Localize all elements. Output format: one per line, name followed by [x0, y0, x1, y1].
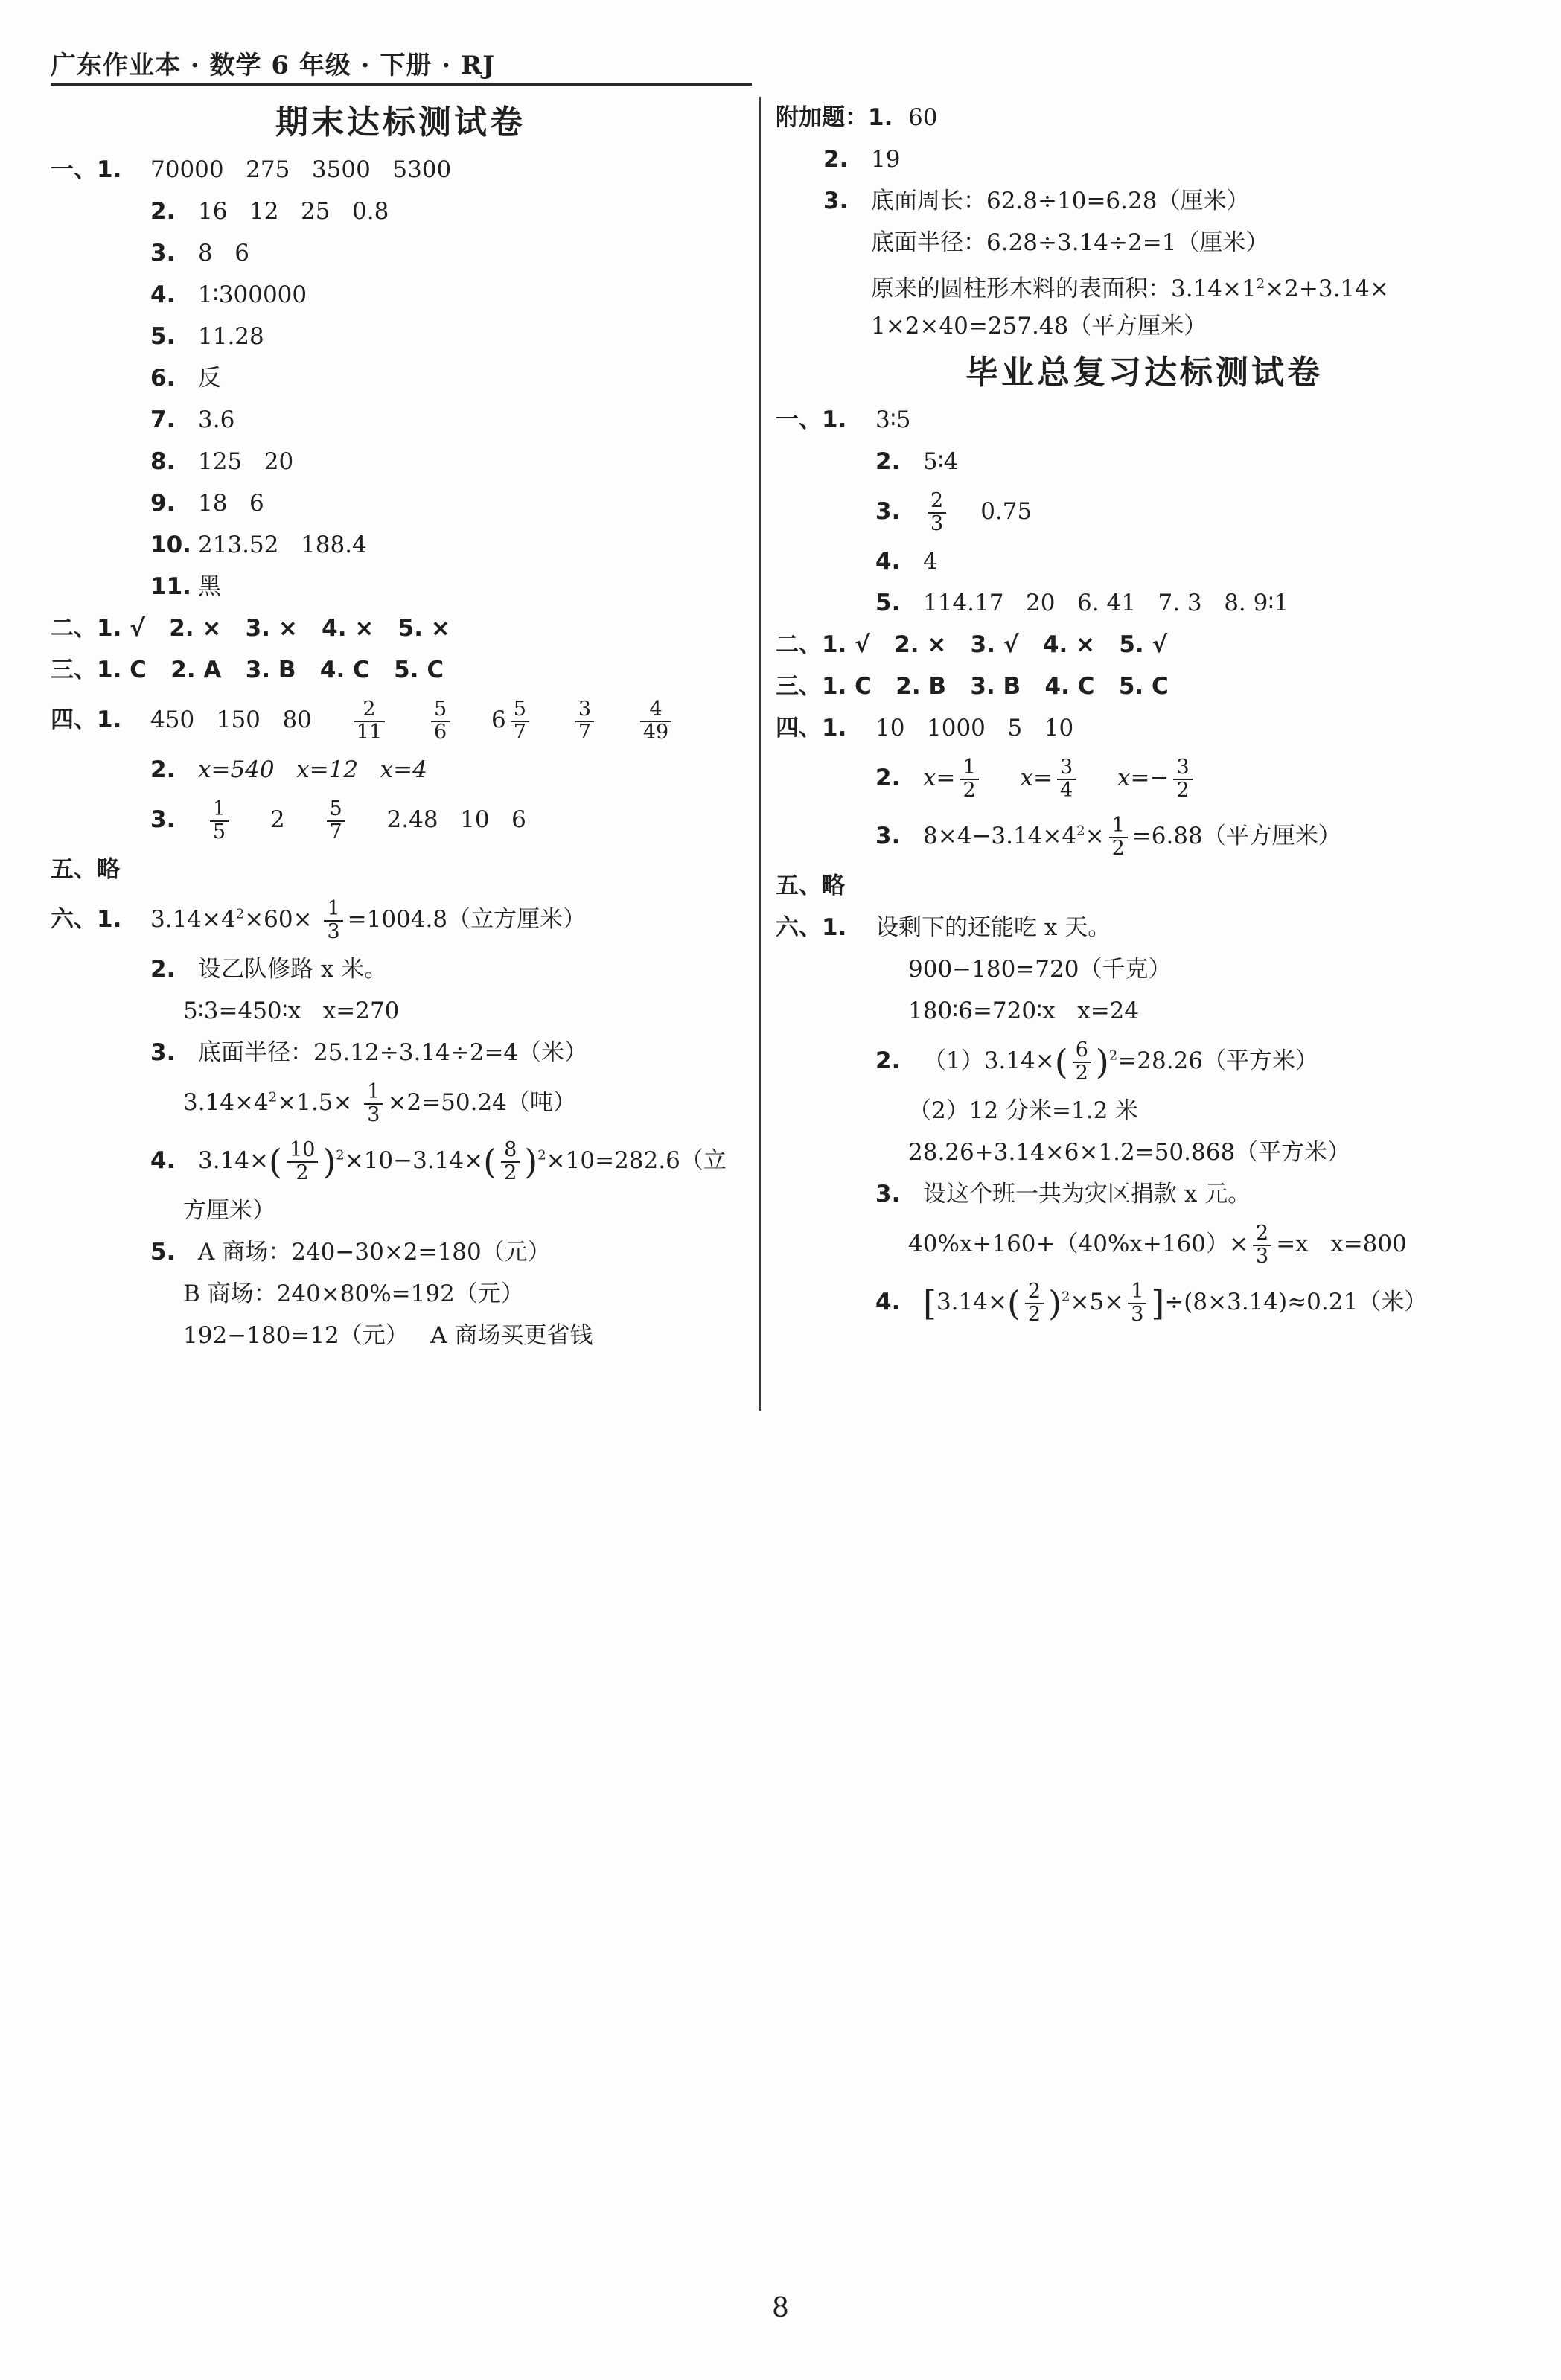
header-rule — [51, 83, 752, 86]
answer-line: 3. 底面周长：62.8÷10=6.28（厘米） — [823, 188, 1250, 214]
fraction: $\frac{5}{6}$ — [431, 699, 450, 743]
answer-line: 3. 底面半径：25.12÷3.14÷2=4（米） — [150, 1039, 588, 1066]
answer-line: 4. [3.14×( $\frac{2}{2}$ )$^2$×5× $\frac{1}{3}$ ]÷(8×3.14)≈0.21（米） — [875, 1280, 1428, 1326]
fraction: $\frac{3}{4}$ — [1057, 757, 1076, 801]
answer-line: 28.26+3.14×6×1.2=50.868（平方米） — [908, 1139, 1351, 1166]
page-number: 8 — [772, 2293, 789, 2323]
answer-line: 六、1. $3.14\times 4^2\times 60\times$ $\frac{1}{3}$ =1004.8（立方厘米） — [51, 897, 587, 943]
answer-line: $3.14\times 4^2\times 1.5\times$ $\frac{1}{3}$ ×2=50.24（吨） — [183, 1080, 576, 1126]
answer-line: 8. 125 20 — [150, 448, 294, 475]
fraction: $\frac{1}{3}$ — [324, 899, 342, 942]
answer-line: 5. 114.17 20 6. 41 7. 3 8. 9∶1 — [875, 590, 1289, 616]
answer-line: 4. 3.14×( $\frac{10}{2}$ )$^2$×10−3.14×( $\frac{8}{2}$ )$^2$×10=282.6（立 — [150, 1138, 727, 1184]
answer-line: 三、1. C 2. B 3. B 4. C 5. C — [776, 673, 1169, 700]
running-header: 广东作业本 · 数学 6 年级 · 下册 · RJ — [51, 51, 496, 80]
answer-line: 五、略 — [51, 856, 120, 883]
answer-line: 四、1. 450 150 80 $\frac{2}{11}$ $\frac{5}{6}$ 6 $\frac{5}{7}$ $\frac{3}{7}$ $\frac{4}{49}$ — [51, 691, 750, 749]
fraction: $\frac{6}{2}$ — [1073, 1040, 1091, 1084]
answer-line: 900−180=720（千克） — [908, 956, 1172, 983]
answer-line: 1×2×40=257.48（平方厘米） — [871, 313, 1207, 339]
answer-line: 底面半径：6.28÷3.14÷2=1（厘米） — [871, 229, 1269, 256]
section-title-graduation-review: 毕业总复习达标测试卷 — [965, 354, 1323, 392]
right-column — [776, 97, 1513, 1331]
fraction: $\frac{8}{2}$ — [501, 1140, 520, 1184]
answer-line: 2. （1）3.14×( $\frac{6}{2}$ )$^2$=28.26（平方米） — [875, 1039, 1319, 1085]
answer-line: 一、1. 70000 275 3500 5300 — [51, 156, 452, 183]
fraction: $\frac{2}{3}$ — [1253, 1223, 1271, 1267]
answer-line: 11. 黑 — [150, 573, 221, 600]
answer-line: 7. 3.6 — [150, 406, 235, 433]
fraction: $\frac{1}{2}$ — [960, 757, 978, 801]
answer-line: 2. x= $\frac{1}{2}$ x= $\frac{3}{4}$ x=− $\frac{3}{2}$ — [776, 749, 1513, 807]
fraction: $\frac{1}{2}$ — [1109, 815, 1128, 859]
answer-line: （2）12 分米=1.2 米 — [908, 1097, 1139, 1124]
column-divider — [759, 97, 761, 1411]
fraction: $\frac{5}{7}$ — [327, 799, 345, 843]
answer-line: 10. 213.52 188.4 — [150, 532, 367, 558]
fraction: $\frac{2}{3}$ — [928, 491, 946, 535]
answer-line: 2. 设乙队修路 x 米。 — [150, 956, 388, 983]
fraction: $\frac{2}{2}$ — [1025, 1281, 1044, 1325]
answer-line: 3. $8\times 4-3.14\times 4^2\times$ $\frac{1}{2}$ =6.88（平方厘米） — [875, 814, 1341, 860]
answer-line: 5∶3=450∶x x=270 — [183, 998, 400, 1024]
fraction: $\frac{4}{49}$ — [640, 699, 671, 743]
answer-line: 四、1. 10 1000 5 10 — [776, 715, 1074, 741]
answer-line: 2. 5∶4 — [875, 448, 959, 475]
answer-line: 原来的圆柱形木料的表面积：$3.14\times 1^2\times 2+3.14\times$ — [871, 275, 1389, 303]
answer-line: 3. $\frac{1}{5}$ 2 $\frac{5}{7}$ 2.48 10 6 — [150, 797, 526, 843]
fraction: $\frac{5}{7}$ — [511, 699, 529, 743]
answer-line: 二、1. √ 2. × 3. × 4. × 5. × — [51, 615, 450, 642]
left-column — [51, 97, 750, 1356]
answer-line: 五、略 — [776, 872, 845, 899]
fraction: $\frac{1}{3}$ — [364, 1082, 383, 1126]
answer-line: 三、1. C 2. A 3. B 4. C 5. C — [51, 657, 444, 683]
fraction: $\frac{3}{7}$ — [575, 699, 594, 743]
answer-line: 40%x+160+（40%x+160）× $\frac{2}{3}$ =x x=800 — [908, 1222, 1407, 1268]
answer-line: 附加题：1. 60 — [776, 104, 938, 131]
answer-line: 4. 4 — [875, 548, 938, 575]
answer-line: 2. 16 12 25 0.8 — [150, 198, 389, 225]
answer-line: 3. 8 6 — [150, 240, 250, 267]
answer-line: 5. 11.28 — [150, 323, 264, 350]
answer-line: 六、1. 设剩下的还能吃 x 天。 — [776, 914, 1111, 941]
fraction: $\frac{10}{2}$ — [287, 1140, 318, 1184]
answer-line: 192−180=12（元） A 商场买更省钱 — [183, 1322, 593, 1349]
answer-line: 3. $\frac{2}{3}$ 0.75 — [875, 489, 1032, 535]
answer-line: 2. x=540 x=12 x=4 — [150, 756, 427, 783]
answer-line: 6. 反 — [150, 365, 221, 392]
answer-line: 180∶6=720∶x x=24 — [908, 998, 1140, 1024]
answer-line: 3. 设这个班一共为灾区捐款 x 元。 — [875, 1181, 1251, 1207]
fraction: $\frac{3}{2}$ — [1173, 757, 1192, 801]
fraction: $\frac{2}{11}$ — [354, 699, 385, 743]
answer-line: 方厘米） — [183, 1197, 275, 1224]
answer-line: 二、1. √ 2. × 3. √ 4. × 5. √ — [776, 631, 1168, 658]
answer-line: 一、1. 3∶5 — [776, 406, 911, 433]
fraction: $\frac{1}{5}$ — [210, 799, 229, 843]
answer-line: B 商场：240×80%=192（元） — [183, 1280, 524, 1307]
answer-line: 2. 19 — [823, 146, 901, 173]
section-title-final-exam: 期末达标测试卷 — [275, 103, 526, 141]
answer-line: 9. 18 6 — [150, 490, 264, 517]
answer-line: 5. A 商场：240−30×2=180（元） — [150, 1239, 551, 1266]
answer-line: 4. 1∶300000 — [150, 281, 307, 308]
fraction: $\frac{1}{3}$ — [1128, 1281, 1146, 1325]
